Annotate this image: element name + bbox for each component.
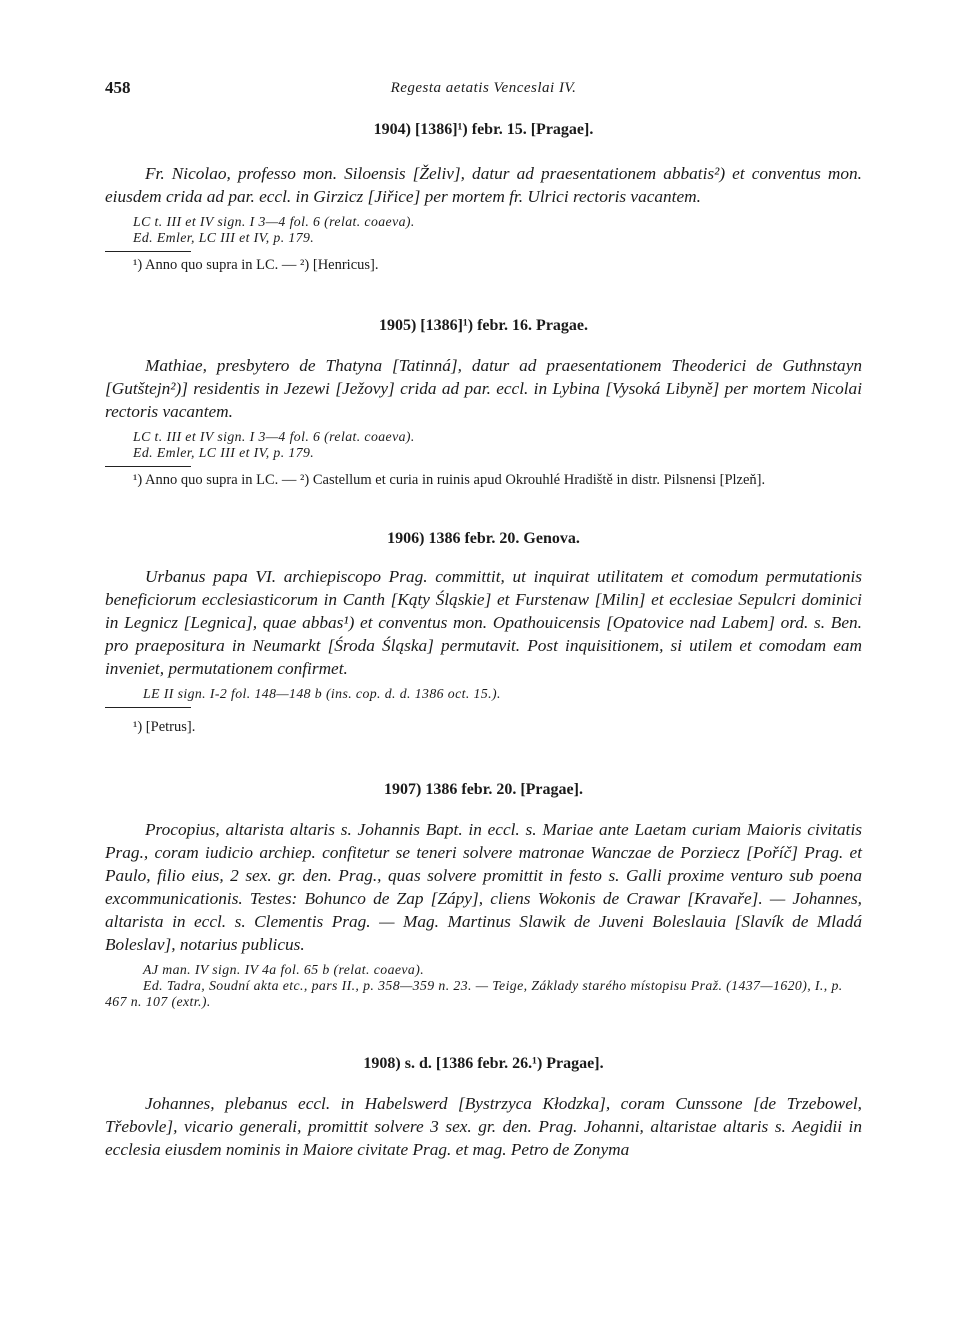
regest-entry-1905: [105, 314, 862, 489]
footnote: ¹) [Petrus].: [133, 719, 196, 735]
entry-body: Procopius, altarista altaris s. Johannis Bapt. in eccl. s. Mariae ante Laetam curiam Maioris civitatis Prag., coram iudicio archiep. confitetur se teneri solvere matronae Wanczae de Porziecz [Poříč] Prag. et Paulo, filio eius, 2 sex. gr. den. Prag., quas solvere promittit in festo s. Galli proxime venturo sub poena excommunicationis. Testes: Bohunco de Zap [Zápy], cliens Wokonis de Crawar [Kravaře]. — Johannes, altarista in eccl. s. Clementis Prag. — Mag. Martinus Slawik de Juveni Boleslauia [Slavík de Mladá Boleslav], notarius publicus.: [105, 820, 862, 954]
running-header: [105, 78, 862, 104]
source-line: Ed. Emler, LC III et IV, p. 179.: [133, 445, 315, 460]
entry-body: Fr. Nicolao, professo mon. Siloensis [Želiv], datur ad praesentationem abbatis²) et conventus mon. eiusdem crida ad par. eccl. in Girzicz [Jiřice] per mortem fr. Ulrici rectoris vacantem.: [105, 164, 862, 206]
entry-body: Urbanus papa VI. archiepiscopo Prag. committit, ut inquirat utilitatem et comodum permutationis beneficiorum ecclesiasticorum in Canth [Kąty Śląskie] et Furstenaw [Milin] et ecclesiae Sepulcri dominici in Legnicz [Legnica], quae abbas¹) et conventus mon. Opathouicensis [Opatovice nad Labem] ord. s. Ben. pro praepositura in Neumarkt [Środa Śląska] permutavit. Post inquisitionem, si utilem et comodam eam inveniet, permutationem confirmet.: [105, 567, 862, 678]
entry-body: Johannes, plebanus eccl. in Habelswerd [Bystrzyca Kłodzka], coram Cunssone [de Trzebowel, Třebovle], vicario generali, promittit solvere 3 sex. gr. den. Prag. Johanni, altaristae altaris s. Aegidii in ecclesia eiusdem nominis in Maiore civitate Prag. et mag. Petro de Zonyma: [105, 1094, 862, 1159]
entry-heading: 1906) 1386 febr. 20. Genova.: [387, 530, 580, 547]
source-line: Ed. Emler, LC III et IV, p. 179.: [133, 230, 315, 245]
footnote-rule: [105, 707, 191, 708]
page: [105, 78, 862, 1161]
entry-body: Mathiae, presbytero de Thatyna [Tatinná], datur ad praesentationem Theoderici de Guthnstayn [Gutštejn²)] residentis in Jezewi [Ježovy] crida ad par. eccl. in Lybina [Vysoká Libyně] per mortem Nicolai rectoris vacantem.: [105, 356, 862, 421]
source-line: LC t. III et IV sign. I 3—4 fol. 6 (relat. coaeva).: [133, 214, 415, 229]
entry-heading: 1907) 1386 febr. 20. [Pragae].: [384, 781, 583, 798]
regest-entry-1904: [105, 118, 862, 274]
footnote: ¹) Anno quo supra in LC. — ²) [Henricus].: [133, 257, 379, 273]
regest-entry-1907: [105, 778, 862, 1010]
source-line: Ed. Tadra, Soudní akta etc., pars II., p. 358—359 n. 23. — Teige, Základy starého místopisu Praž. (1437—1620), I., p. 467 n. 107 (extr.).: [105, 978, 843, 1009]
source-line: LC t. III et IV sign. I 3—4 fol. 6 (relat. coaeva).: [133, 429, 415, 444]
source-block: [105, 686, 862, 702]
source-block: [105, 214, 862, 246]
source-block: [105, 429, 862, 461]
source-block: [105, 962, 862, 1010]
entry-heading: 1905) [1386]¹) febr. 16. Pragae.: [378, 317, 589, 334]
footnote: ¹) Anno quo supra in LC. — ²) Castellum et curia in ruinis apud Okrouhlé Hradiště in distr. Pilsnensi [Plzeň].: [133, 472, 766, 488]
page-number: 458: [105, 78, 131, 97]
source-line: AJ man. IV sign. IV 4a fol. 65 b (relat. coaeva).: [143, 962, 425, 977]
regest-entry-1908: [105, 1052, 862, 1161]
footnote-rule: [105, 466, 191, 467]
source-line: LE II sign. I-2 fol. 148—148 b (ins. cop. d. d. 1386 oct. 15.).: [143, 686, 501, 701]
entry-heading: 1904) [1386]¹) febr. 15. [Pragae].: [373, 121, 594, 138]
running-title: Regesta aetatis Venceslai IV.: [390, 80, 577, 96]
footnote-rule: [105, 251, 191, 252]
entry-heading: 1908) s. d. [1386 febr. 26.¹) Pragae].: [363, 1055, 604, 1072]
regest-entry-1906: [105, 527, 862, 736]
